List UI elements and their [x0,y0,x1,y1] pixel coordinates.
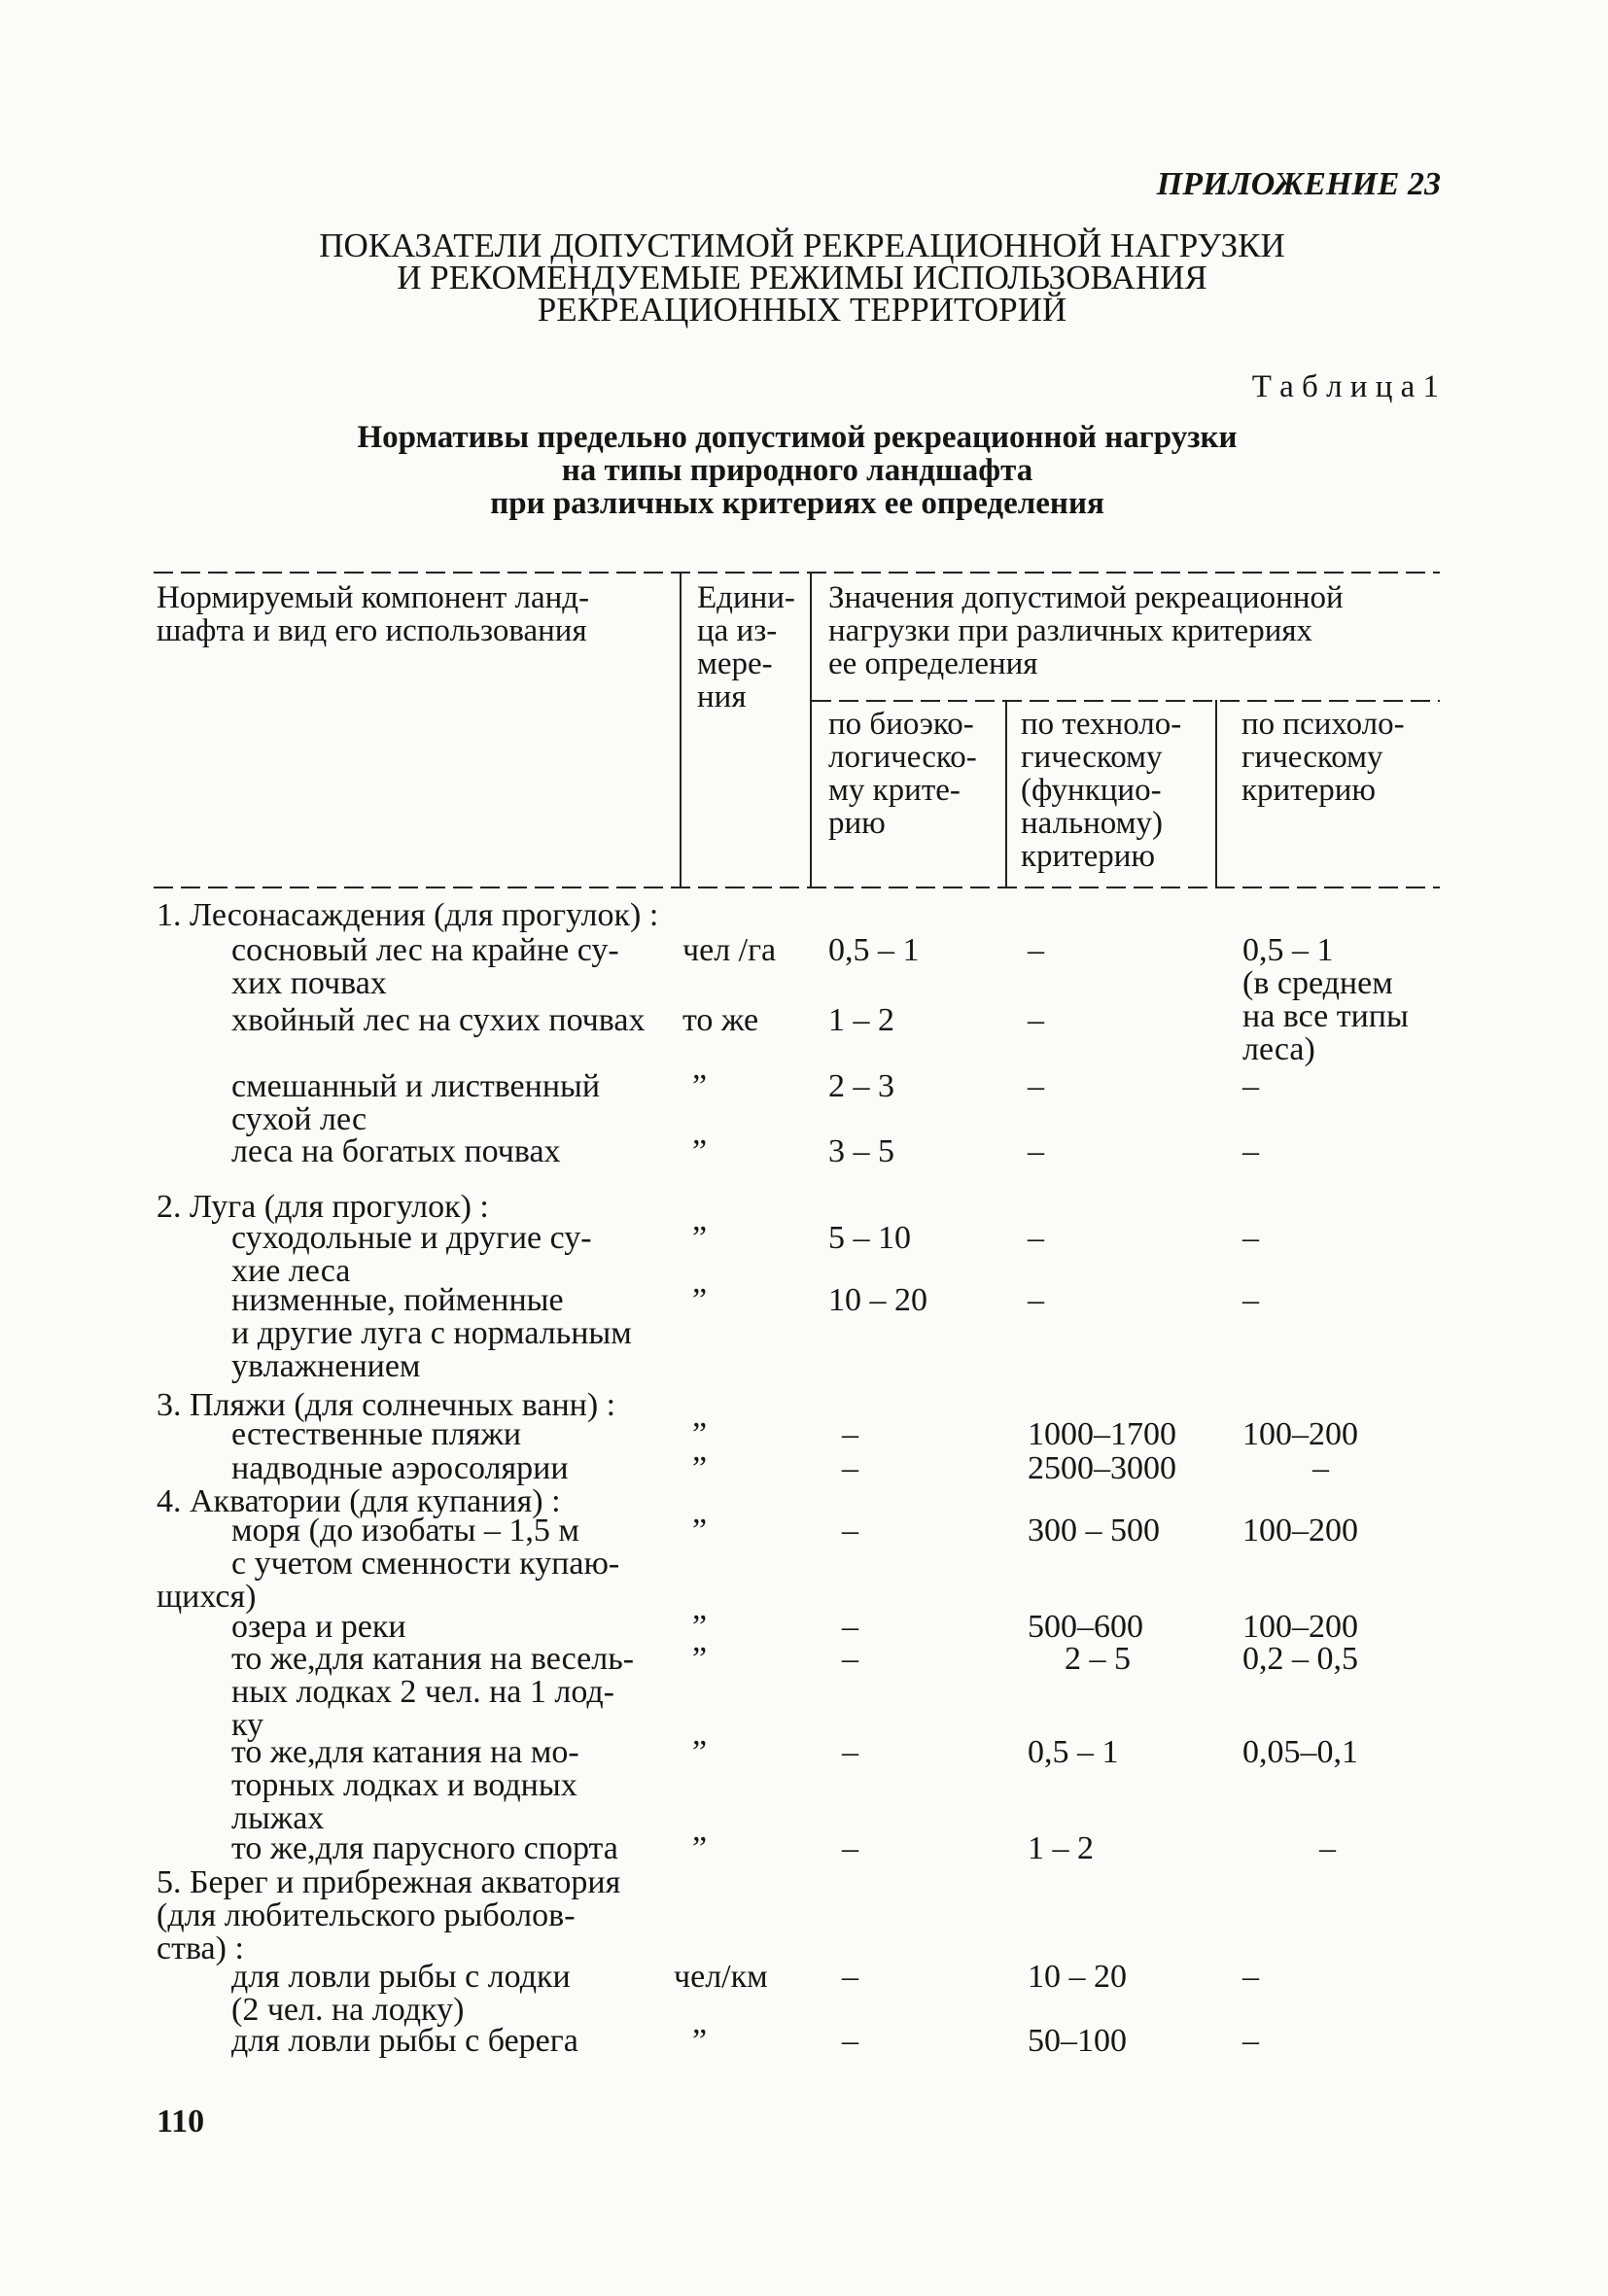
item-tech-value: – [1028,1133,1044,1169]
header-bio-line: по биоэко- [828,707,974,742]
header-values-line: Значения допустимой рекреационной [828,580,1344,615]
item-name-line: то же,для парусного спорта [231,1830,618,1866]
header-psych-line: критерию [1241,773,1377,808]
table-label: Т а б л и ц а 1 [1251,369,1439,404]
page-title-line: РЕКРЕАЦИОННЫХ ТЕРРИТОРИЙ [537,291,1067,329]
item-psych-value: – [1312,1450,1329,1486]
page-title-line: ПОКАЗАТЕЛИ ДОПУСТИМОЙ РЕКРЕАЦИОННОЙ НАГРУЗКИ [319,226,1285,264]
item-psych-value: леса) [1242,1031,1315,1067]
header-unit-line: ца из- [697,613,778,648]
item-name-line: щихся) [157,1579,257,1615]
item-psych-value: 0,2 – 0,5 [1242,1641,1358,1677]
item-name-line: то же,для катания на мо- [231,1734,579,1770]
column-divider [1215,700,1217,887]
item-tech-value: 2 – 5 [1065,1641,1131,1677]
table-title-line: на типы природного ландшафта [561,453,1033,488]
header-unit [697,581,795,713]
header-bio-criterion [828,708,977,840]
item-bio-value: 5 – 10 [828,1220,911,1256]
item-name-line: надводные аэросолярии [231,1450,569,1486]
header-bio-line: му крите- [828,773,961,808]
item-tech-value: – [1028,1002,1044,1038]
item-name-line: увлажнением [231,1348,421,1384]
item-bio-value: 0,5 – 1 [828,932,920,968]
item-tech-value: 1 – 2 [1028,1830,1094,1866]
item-unit: ” [692,1830,708,1866]
item-psych-value: – [1242,1220,1259,1256]
header-values-group [828,581,1344,680]
item-bio-value: – [842,1641,858,1677]
item-name-line: моря (до изобаты – 1,5 м [231,1513,579,1548]
item-unit: ” [692,2023,708,2059]
table-title [156,421,1439,520]
section-heading: 2. Луга (для прогулок) : [157,1189,489,1225]
column-divider [680,572,682,887]
item-name-line: с учетом сменности купаю- [231,1546,620,1582]
item-psych-value: – [1242,1068,1259,1104]
item-unit: то же [682,1002,759,1038]
item-psych-value: – [1242,2023,1259,2059]
item-name-line: смешанный и лиственный [231,1068,601,1104]
item-unit: ” [692,1282,708,1318]
item-name-line: лыжах [231,1800,325,1836]
item-unit: ” [692,1609,708,1645]
item-unit: ” [692,1513,708,1548]
item-name-line: сосновый лес на крайне су- [231,932,619,968]
header-tech-line: (функцио- [1021,773,1162,808]
item-name-line: сухой лес [231,1101,367,1137]
item-tech-value: 2500–3000 [1028,1450,1176,1486]
item-bio-value: – [842,1830,858,1866]
item-unit: ” [692,1133,708,1169]
item-name-line: для ловли рыбы с лодки [231,1959,571,1995]
item-unit: чел/км [674,1959,768,1995]
item-bio-value: 10 – 20 [828,1282,927,1318]
item-unit: ” [692,1450,708,1486]
item-tech-value: 300 – 500 [1028,1513,1160,1548]
column-divider [1005,700,1007,887]
item-tech-value: 1000–1700 [1028,1416,1176,1452]
header-values-line: ее определения [828,646,1038,681]
item-bio-value: – [842,1734,858,1770]
header-unit-line: Едини- [697,580,795,615]
item-psych-value: 100–200 [1242,1513,1358,1548]
item-name-line: озера и реки [231,1609,406,1645]
section-heading: 1. Лесонасаждения (для прогулок) : [157,897,659,933]
item-unit: ” [692,1220,708,1256]
header-unit-line: ния [697,679,747,714]
item-name-line: ных лодках 2 чел. на 1 лод- [231,1674,614,1710]
page-title-line: И РЕКОМЕНДУЕМЫЕ РЕЖИМЫ ИСПОЛЬЗОВАНИЯ [397,259,1207,296]
item-name-line: то же,для катания на весель- [231,1641,635,1677]
header-values-line: нагрузки при различных критериях [828,613,1313,648]
item-name-line: естественные пляжи [231,1416,522,1452]
page-number: 110 [157,2104,205,2139]
item-bio-value: – [842,1450,858,1486]
item-name-line: хвойный лес на сухих почвах [231,1002,646,1038]
item-unit: чел /га [682,932,777,968]
item-tech-value: – [1028,1282,1044,1318]
item-name-line: ку [231,1707,264,1743]
section-heading: 4. Акватории (для купания) : [157,1483,561,1519]
header-component-line: Нормируемый компонент ланд- [157,580,590,615]
criteria-rule [812,700,1440,702]
item-tech-value: 50–100 [1028,2023,1127,2059]
header-psych-line: по психоло- [1241,707,1405,742]
section-heading: 5. Берег и прибрежная акватория [157,1864,621,1900]
item-tech-value: 0,5 – 1 [1028,1734,1119,1770]
item-tech-value: – [1028,1068,1044,1104]
item-name-line: хих почвах [231,965,387,1001]
item-psych-value: 0,5 – 1 [1242,932,1334,968]
item-bio-value: 2 – 3 [828,1068,894,1104]
item-unit: ” [692,1416,708,1452]
header-component-line: шафта и вид его использования [157,613,587,648]
item-bio-value: 3 – 5 [828,1133,894,1169]
item-bio-value: – [842,1513,858,1548]
item-bio-value: – [842,1959,858,1995]
header-bio-line: рию [828,806,886,841]
item-bio-value: – [842,1609,858,1645]
header-tech-line: критерию [1021,839,1156,874]
item-bio-value: 1 – 2 [828,1002,894,1038]
section-heading: 3. Пляжи (для солнечных ванн) : [157,1387,616,1423]
item-unit: ” [692,1068,708,1104]
item-psych-value: – [1242,1282,1259,1318]
item-psych-value: 100–200 [1242,1416,1358,1452]
header-tech-line: гическому [1021,740,1163,775]
header-psych-criterion [1241,708,1405,807]
table-title-line: Нормативы предельно допустимой рекреационной нагрузки [357,420,1238,455]
item-name-line: торных лодках и водных [231,1767,577,1803]
header-tech-line: по техноло- [1021,707,1182,742]
header-bottom-rule [154,887,1440,888]
item-name-line: низменные, пойменные [231,1282,564,1318]
item-psych-value: 0,05–0,1 [1242,1734,1358,1770]
header-psych-line: гическому [1241,740,1383,775]
section-heading: (для любительского рыболов- [157,1897,576,1933]
appendix-label: ПРИЛОЖЕНИЕ 23 [1156,166,1441,202]
item-psych-value: – [1242,1959,1259,1995]
page-title [156,226,1449,329]
item-psych-value: 100–200 [1242,1609,1358,1645]
item-tech-value: 10 – 20 [1028,1959,1127,1995]
item-tech-value: 500–600 [1028,1609,1143,1645]
table-title-line: при различных критериях ее определения [490,486,1104,521]
header-tech-criterion [1021,708,1181,873]
item-name-line: и другие луга с нормальным [231,1315,632,1351]
header-component [157,581,589,647]
item-tech-value: – [1028,932,1044,968]
header-bio-line: логическо- [828,740,977,775]
item-bio-value: – [842,2023,858,2059]
item-tech-value: – [1028,1220,1044,1256]
item-name-line: леса на богатых почвах [231,1133,561,1169]
table-top-rule [154,572,1440,574]
item-bio-value: – [842,1416,858,1452]
item-name-line: суходольные и другие су- [231,1220,592,1256]
header-unit-line: мере- [697,646,773,681]
item-psych-value: на все типы [1242,998,1409,1034]
item-name-line: для ловли рыбы с берега [231,2023,578,2059]
section-heading: ства) : [157,1931,244,1966]
item-name-line: (2 чел. на лодку) [231,1992,465,2028]
header-tech-line: нальному) [1021,806,1164,841]
column-divider [810,572,812,887]
item-name-line: хие леса [231,1253,351,1289]
item-unit: ” [692,1734,708,1770]
item-psych-value: – [1319,1830,1336,1866]
item-unit: ” [692,1641,708,1677]
item-psych-value: – [1242,1133,1259,1169]
item-psych-value: (в среднем [1242,965,1393,1001]
